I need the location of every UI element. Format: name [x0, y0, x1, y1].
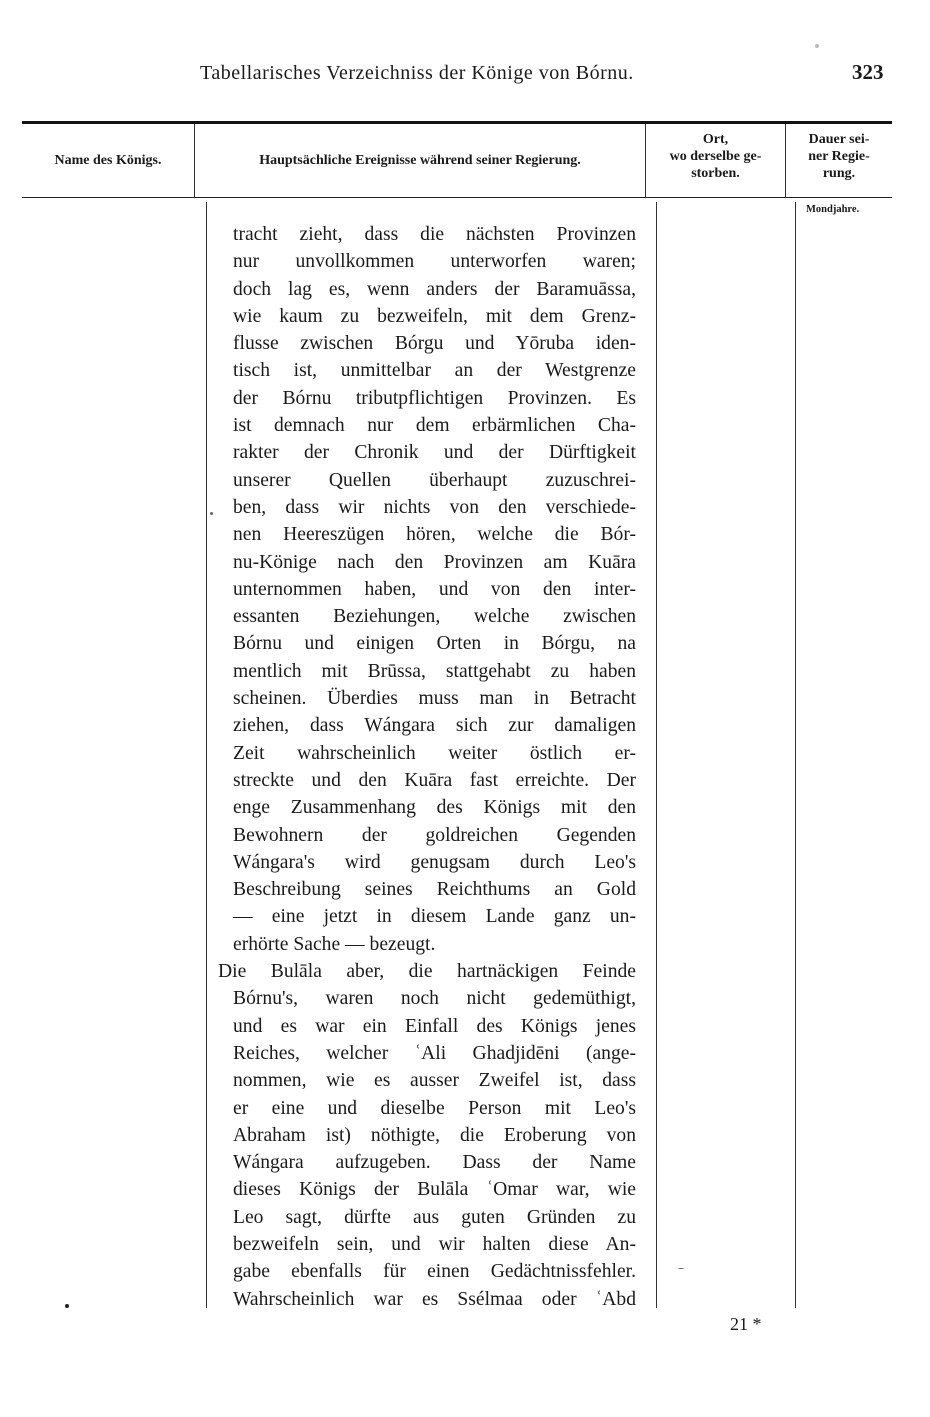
text-line: ist demnach nur dem erbärmlichen Cha-	[233, 415, 636, 437]
text-line: Bórnu's, waren noch nicht gedemüthigt,	[233, 988, 636, 1010]
events-body-text	[218, 221, 636, 1313]
text-line: unserer Quellen überhaupt zuzuschrei-	[233, 469, 636, 491]
text-line: erhörte Sache — bezeugt.	[233, 933, 436, 955]
duration-unit-label: Mondjahre.	[806, 204, 860, 215]
header-main-events: Hauptsächliche Ereignisse während seiner Regierung.	[259, 153, 581, 168]
text-line: der Bórnu tributpflichtigen Provinzen. Es	[233, 387, 636, 409]
text-line: Wahrscheinlich war es Ssélmaa oder ʿAbd	[233, 1288, 636, 1310]
ink-speck	[65, 1304, 69, 1308]
running-title: Tabellarisches Verzeichniss der Könige von Bórnu.	[200, 62, 634, 84]
text-line: und es war ein Einfall des Königs jenes	[233, 1015, 636, 1037]
page-number: 323	[852, 60, 884, 84]
header-name-of-king: Name des Königs.	[54, 153, 162, 168]
text-line: gabe ebenfalls für einen Gedächtnissfehler.	[233, 1261, 636, 1283]
text-line: tracht zieht, dass die nächsten Provinzen	[233, 224, 636, 245]
header-line: wo derselbe ge-	[669, 149, 762, 164]
text-line: nu-Könige nach den Provinzen am Kuāra	[233, 551, 636, 573]
column-divider	[795, 202, 796, 1308]
header-place-of-death	[646, 131, 785, 182]
text-line: nommen, wie es ausser Zweifel ist, dass	[233, 1070, 636, 1092]
text-line: — eine jetzt in diesem Lande ganz un-	[233, 906, 636, 928]
text-line: nen Heereszügen hören, welche die Bór-	[233, 524, 636, 546]
text-line: er eine und dieselbe Person mit Leo's	[233, 1097, 636, 1119]
text-line: doch lag es, wenn anders der Baramuāssa,	[233, 278, 636, 300]
text-line: Beschreibung seines Reichthums an Gold	[233, 879, 636, 901]
text-line: Wángara aufzugeben. Dass der Name	[233, 1152, 636, 1174]
text-line: bezweifeln sein, und wir halten diese An-	[233, 1233, 636, 1255]
text-line: Die Bulāla aber, die hartnäckigen Feinde	[218, 961, 636, 983]
text-line: rakter der Chronik und der Dürftigkeit	[233, 442, 636, 464]
header-line: ner Regie-	[808, 149, 870, 164]
text-line: essanten Beziehungen, welche zwischen	[233, 606, 636, 628]
text-line: Zeit wahrscheinlich weiter östlich er-	[233, 742, 636, 764]
ink-speck	[210, 512, 213, 515]
text-line: tisch ist, unmittelbar an der Westgrenze	[233, 360, 636, 382]
header-reign-duration	[786, 131, 892, 182]
signature-mark: 21 *	[730, 1314, 762, 1334]
text-line: dieses Königs der Bulāla ʿOmar war, wie	[233, 1179, 636, 1201]
header-line: storben.	[691, 166, 740, 181]
text-line: Bórnu und einigen Orten in Bórgu, na	[233, 633, 636, 655]
column-divider	[206, 202, 207, 1308]
table-header-rule	[22, 197, 892, 198]
text-line: ben, dass wir nichts von den verschiede-	[233, 496, 636, 518]
ink-speck	[815, 44, 819, 48]
text-line: nur unvollkommen unterworfen waren;	[233, 251, 636, 273]
text-line: streckte und den Kuāra fast erreichte. Der	[233, 769, 636, 791]
text-line: Bewohnern der goldreichen Gegenden	[233, 824, 636, 846]
text-line: Reiches, welcher ʿAli Ghadjidēni (ange-	[233, 1042, 636, 1064]
text-line: enge Zusammenhang des Königs mit den	[233, 797, 636, 819]
table-top-rule	[22, 121, 892, 124]
header-line: rung.	[822, 166, 856, 181]
text-line: Leo sagt, dürfte aus guten Gründen zu	[233, 1206, 636, 1228]
ink-speck	[678, 1268, 684, 1269]
header-line: Dauer sei-	[808, 132, 870, 147]
text-line: flusse zwischen Bórgu und Yōruba iden-	[233, 333, 636, 355]
text-line: ziehen, dass Wángara sich zur damaligen	[233, 715, 636, 737]
text-line: unternommen haben, und von den inter-	[233, 578, 636, 600]
column-divider	[656, 202, 657, 1308]
text-line: mentlich mit Brūssa, stattgehabt zu haben	[233, 660, 636, 682]
text-line: wie kaum zu bezweifeln, mit dem Grenz-	[233, 305, 636, 327]
header-line: Ort,	[702, 132, 729, 147]
text-line: Abraham ist) nöthigte, die Eroberung von	[233, 1124, 636, 1146]
text-line: scheinen. Überdies muss man in Betracht	[233, 688, 636, 710]
text-line: Wángara's wird genugsam durch Leo's	[233, 851, 636, 873]
